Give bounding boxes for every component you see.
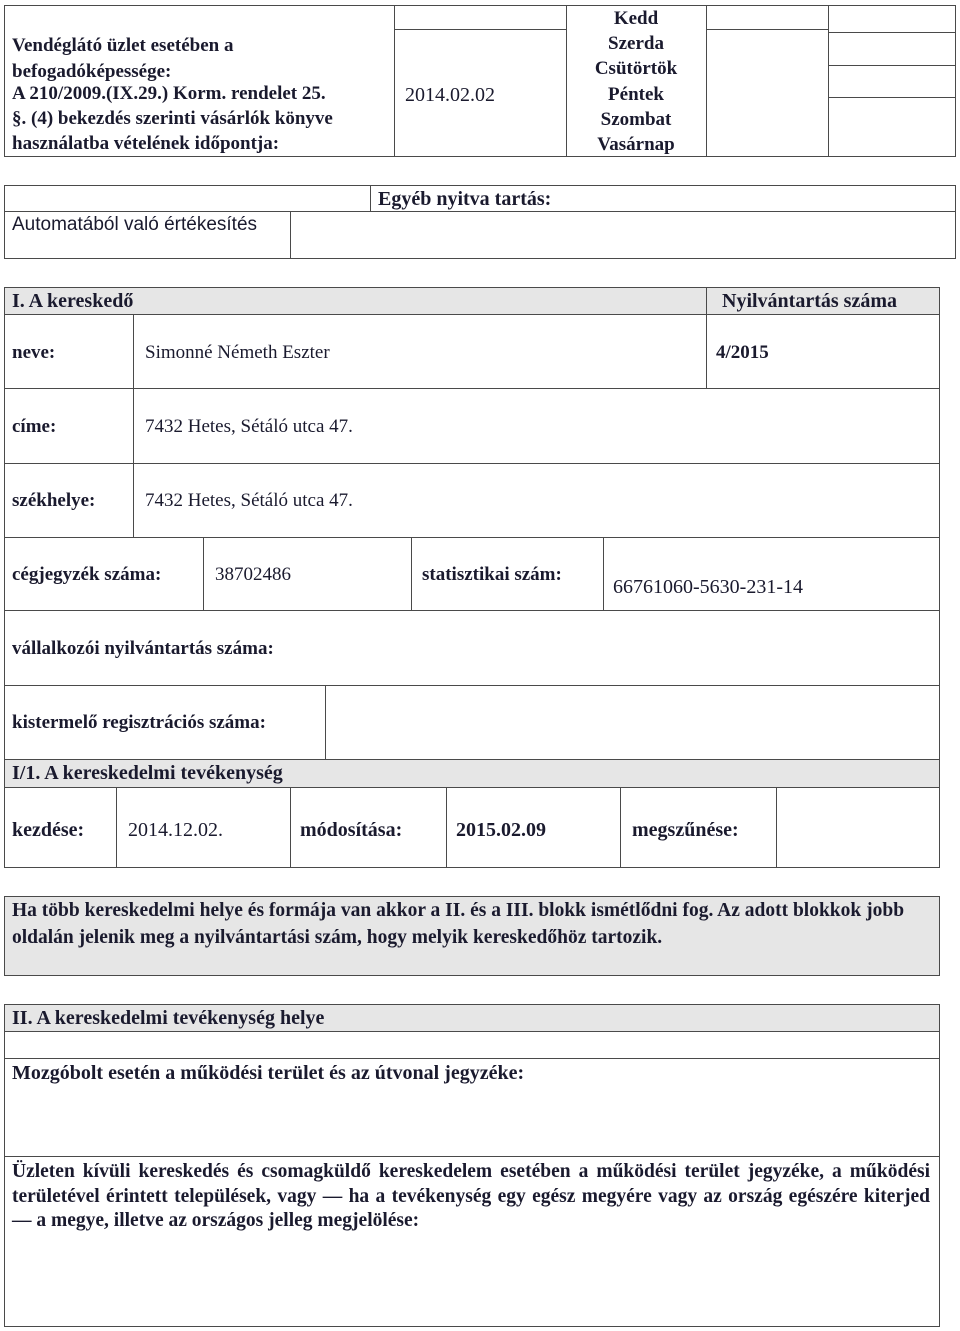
weekday-pentek: Péntek — [608, 83, 664, 105]
outside-trade-label: Üzleten kívüli kereskedés és csomagküldő kereskedelem esetében a működési terület jegyzéke, a működési területével érintett települések, vagy — ha a tevékenység egy egész megyére vagy az ország egészére kiterjed — a megye, illetve az országos jelleg megjelölése: — [12, 1161, 930, 1231]
stat-number-label: statisztikai szám: — [422, 564, 562, 585]
weekday-list — [566, 6, 706, 157]
place-section-title: II. A kereskedelmi tevékenység helye — [12, 1007, 325, 1029]
address-label: címe: — [12, 416, 57, 437]
regulation-label-2-text: . (4) bekezdés szerinti vásárlók könyve — [21, 108, 333, 129]
address-value: 7432 Hetes, Sétáló utca 47. — [145, 416, 353, 437]
regulation-label-2 — [12, 108, 333, 130]
smallholder-label: kistermelő regisztrációs száma: — [12, 712, 266, 733]
vending-label: Automatából való értékesítés — [12, 214, 258, 235]
weekday-vasarnap: Vasárnap — [597, 134, 675, 156]
entrepreneur-label: vállalkozói nyilvántartás száma: — [12, 638, 274, 659]
note-text: Ha több kereskedelmi helye és formája van akkor a II. és a III. blokk ismétlődni fog. Az adott blokkok jobb oldalán jelenik meg a nyilvántartási szám, hogy melyik kereskedőhöz tartozik. — [12, 900, 905, 948]
seat-value: 7432 Hetes, Sétáló utca 47. — [145, 490, 353, 511]
handbook-date-value: 2014.02.02 — [405, 84, 495, 106]
activity-section-title: I/1. A kereskedelmi tevékenység — [12, 762, 283, 784]
registry-number-value: 4/2015 — [716, 342, 769, 363]
section-sign: § — [12, 108, 22, 129]
name-label: neve: — [12, 342, 56, 363]
modified-value: 2015.02.09 — [456, 819, 546, 841]
mobile-shop-label: Mozgóbolt esetén a működési terület és az útvonal jegyzéke: — [12, 1062, 525, 1084]
start-label: kezdése: — [12, 819, 85, 841]
end-label: megszűnése: — [632, 819, 739, 841]
company-reg-label: cégjegyzék száma: — [12, 564, 162, 585]
start-value: 2014.12.02. — [128, 819, 223, 841]
weekday-szerda: Szerda — [608, 33, 664, 55]
modified-label: módosítása: — [300, 819, 403, 841]
registry-number-label: Nyilvántartás száma — [722, 290, 897, 312]
weekday-szombat: Szombat — [600, 108, 672, 130]
seat-label: székhelye: — [12, 490, 96, 511]
other-hours-label: Egyéb nyitva tartás: — [378, 188, 552, 210]
merchant-section-title: I. A kereskedő — [12, 290, 134, 312]
capacity-label: Vendéglátó üzlet esetében a befogadóképessége: — [12, 35, 234, 82]
regulation-label-3: használatba vételének időpontja: — [12, 133, 280, 154]
name-value: Simonné Németh Eszter — [145, 342, 330, 363]
regulation-label: A 210/2009.(IX.29.) Korm. rendelet 25. — [12, 83, 326, 104]
company-reg-value: 38702486 — [215, 564, 291, 585]
weekday-csutortok: Csütörtök — [594, 58, 678, 80]
weekday-kedd: Kedd — [613, 8, 659, 29]
stat-number-value: 66761060-5630-231-14 — [613, 576, 803, 598]
